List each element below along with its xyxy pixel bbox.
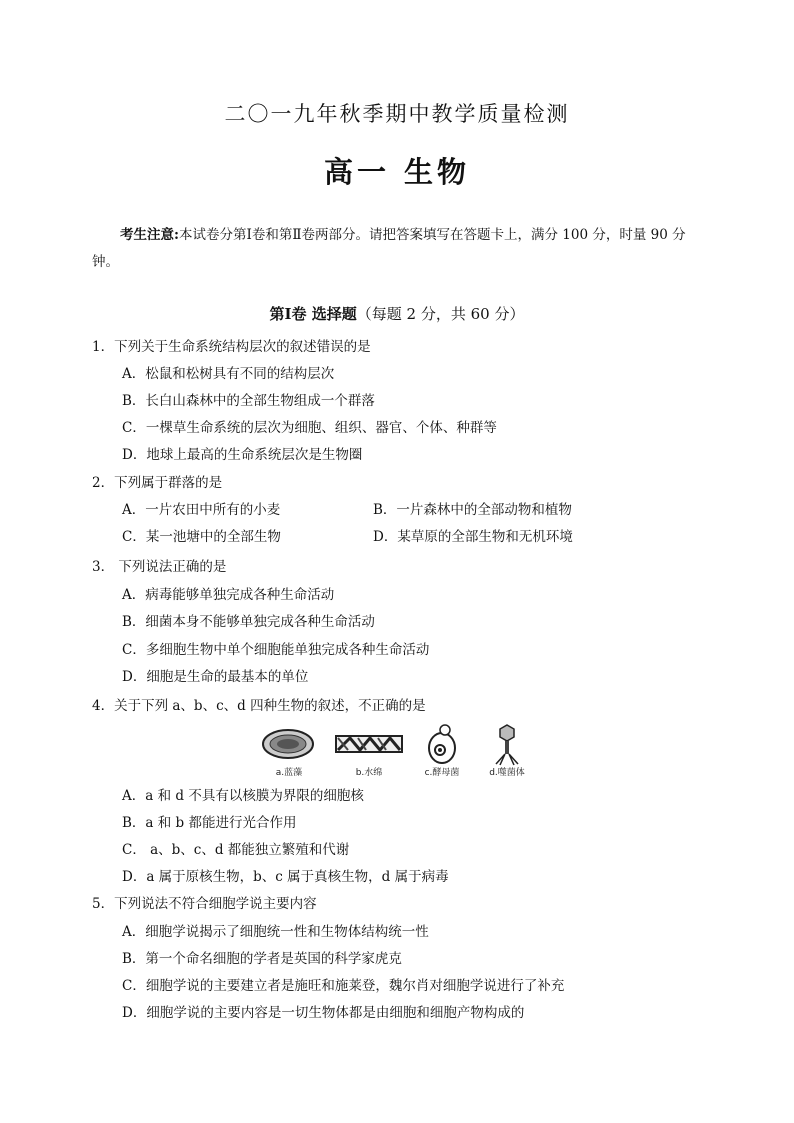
exam-title: 二〇一九年秋季期中教学质量检测 — [224, 102, 570, 126]
question-1-option-d: D．地球上最高的生命系统层次是生物圈 — [122, 447, 363, 463]
question-5-option-c: C．细胞学说的主要建立者是施旺和施莱登，魏尔肖对细胞学说进行了补充 — [122, 978, 565, 994]
organism-figure — [262, 722, 542, 782]
question-4-option-d: D．a 属于原核生物，b、c 属于真核生物，d 属于病毒 — [122, 869, 449, 885]
figure-label-d: d.噬菌体 — [489, 768, 525, 778]
exam-notice — [92, 222, 708, 276]
notice-text: 本试卷分第Ⅰ卷和第Ⅱ卷两部分。请把答案填写在答题卡上，满分 100 分，时量 90 分钟。 — [92, 227, 686, 270]
figure-label-b: b.水绵 — [355, 768, 383, 778]
figure-label-a: a.蓝藻 — [275, 768, 303, 778]
section-heading — [0, 303, 794, 324]
question-4-stem: 4．关于下列 a、b、c、d 四种生物的叙述，不正确的是 — [92, 698, 426, 714]
spirogyra-icon — [336, 736, 402, 752]
question-5-stem: 5．下列说法不符合细胞学说主要内容 — [92, 896, 317, 912]
question-2-option-a: A．一片农田中所有的小麦 — [122, 502, 281, 518]
question-2-option-d: D．某草原的全部生物和无机环境 — [373, 529, 573, 545]
question-3-option-d: D．细胞是生命的最基本的单位 — [122, 669, 309, 685]
bacteriophage-icon — [496, 725, 518, 765]
yeast-icon — [429, 725, 455, 763]
question-5-option-b: B．第一个命名细胞的学者是英国的科学家虎克 — [122, 951, 402, 967]
question-2-option-b: B．一片森林中的全部动物和植物 — [373, 502, 572, 518]
section-title: 第Ⅰ卷 选择题 — [269, 305, 357, 323]
question-2-stem: 2．下列属于群落的是 — [92, 475, 223, 491]
question-5-option-a: A．细胞学说揭示了细胞统一性和生物体结构统一性 — [122, 924, 429, 940]
subject-title: 高一 生物 — [323, 155, 471, 189]
question-1-option-c: C．一棵草生命系统的层次为细胞、组织、器官、个体、种群等 — [122, 420, 497, 436]
question-4-option-a: A．a 和 d 不具有以核膜为界限的细胞核 — [122, 788, 364, 804]
section-note: （每题 2 分，共 60 分） — [356, 305, 525, 323]
question-3-option-b: B．细菌本身不能够单独完成各种生命活动 — [122, 614, 375, 630]
question-3-option-c: C．多细胞生物中单个细胞能单独完成各种生命活动 — [122, 642, 430, 658]
question-1-stem: 1．下列关于生命系统结构层次的叙述错误的是 — [92, 339, 371, 355]
question-1-option-b: B．长白山森林中的全部生物组成一个群落 — [122, 393, 375, 409]
question-3-stem: 3． 下列说法正确的是 — [92, 559, 227, 575]
question-2-option-c: C．某一池塘中的全部生物 — [122, 529, 281, 545]
question-1-option-a: A．松鼠和松树具有不同的结构层次 — [122, 366, 335, 382]
question-3-option-a: A．病毒能够单独完成各种生命活动 — [122, 587, 335, 603]
question-4-option-c: C． a、b、c、d 都能独立繁殖和代谢 — [122, 842, 350, 858]
question-4-option-b: B．a 和 b 都能进行光合作用 — [122, 815, 297, 831]
cyanobacteria-icon — [263, 730, 313, 758]
figure-label-c: c.酵母菌 — [424, 768, 460, 778]
question-5-option-d: D．细胞学说的主要内容是一切生物体都是由细胞和细胞产物构成的 — [122, 1005, 525, 1021]
notice-label: 考生注意: — [120, 227, 179, 243]
